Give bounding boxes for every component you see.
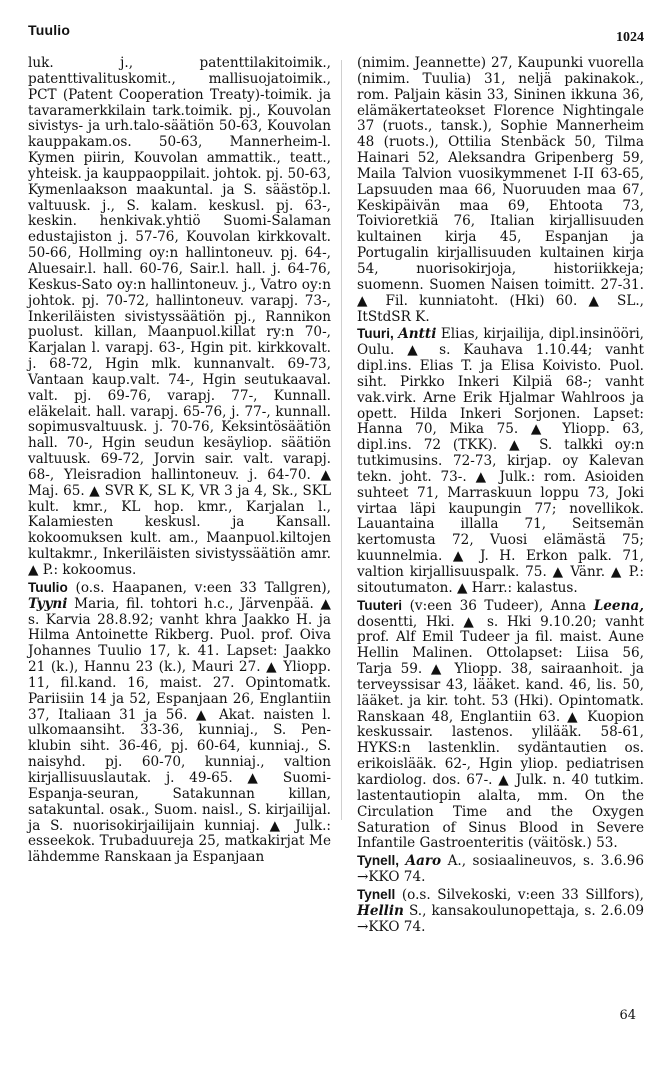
- entry-tynell-hellin: [357, 887, 644, 936]
- entry-text: Elias, kirjailija, dipl.insinööri, Oulu. ▲ s. Kauhava 1.10.44; vanht dipl.ins. Elias T. ja Elisa Koivisto. Puol. siht. Pirkko Inkeri Kilpiä 68-; vanht vak.virk. Arne Erik Hjalmar Wahlroos ja opett. Hilda Inkeri Sorjonen. Lapset: Hanna 70, Mika 75. ▲ Yliopp. 63, dipl.ins. 72 (TKK). ▲ S. talkki oy:n tutkimusins. 72-73, kirjap. oy Kalevan tekn. joht. 73-. ▲ Julk.: rom. Asioiden suhteet 71, Marraskuun loppu 73, Joki virtaa läpi kaupungin 77; novellikok. Lauantaina illalla 71, Seitsemän kertomusta 72, Vuosi elämästä 75; kuunnelmia. ▲ J. H. Erkon palk. 71, valtion kirjallisuuspalk. 75. ▲ Vänr. ▲ P.: sitoutumaton. ▲ Harr.: kalastus.: [357, 326, 645, 596]
- left-column: [28, 56, 331, 866]
- entry-surname: Tuulio: [28, 579, 68, 595]
- entry-surname: Tynell: [357, 886, 396, 902]
- entry-surname: Tuuteri: [357, 597, 403, 613]
- entry-text: dosentti, Hki. ▲ s. Hki 9.10.20; vanht prof. Alf Emil Tudeer ja fil. maist. Aune Hellin Malinen. Ottolapset: Liisa 56, Tarja 59. ▲ Yliopp. 38, sairaanhoit. ja terveyssisar 43, lääket. kand. 46, lis. 50, lääket. ja kir. toht. 53 (Hki). Opintomatk. Ranskaan 48, Englantiin 63. ▲ Kuopion keskussair. lastenos. ylilääk. 58-61, HYKS:n lastenklin. sydäntautien os. erikoislääk. 62-, Hgin yliop. pediatrisen kardiolog. dos. 67-. ▲ Julk. n. 40 tutkim. lastentautiopin alalta, mm. On the Circulation Time and the Oxygen Saturation of Sinus Blood in Severe Infantile Gastroenteritis (väitösk.) 53.: [357, 613, 644, 852]
- entry-prefix: (v:een 36 Tudeer), Anna: [409, 597, 587, 614]
- page-number-bottom: 64: [619, 1008, 636, 1023]
- entry-tuulio: [28, 580, 331, 866]
- right-column: [357, 56, 644, 935]
- entry-given-name: Antti: [398, 326, 437, 343]
- entry-surname: Tuuri,: [357, 326, 394, 342]
- continuation-entry: [357, 56, 644, 325]
- entry-prefix: (o.s. Haapanen, v:een 33 Tallgren),: [75, 579, 332, 596]
- entry-text: luk. j., patenttilakitoimik., patenttivalituskomit., mallisuojatoimik., PCT (Patent Cooperation Treaty)-toimik. ja tavaramerkkilain tark.toimik. pj., Kouvolan sivistys- ja urh.talo-säätiön 50-63, Kouvolan kauppakam.os. 50-63, Mannerheim-l. Kymen piirin, Kouvolan ammattik., teatt., yhteisk. ja kauppaoppilait. johtok. pj. 50-63, Kymenlaakson maakuntal. ja S. säästöp.l. valtuusk. j., S. kalam. keskusl. pj. 63-, keskin. henkivak.yhtiö Suomi-Salaman edustajiston j. 57-76, Kouvolan kirkkovalt. 50-66, Hollming oy:n hallintoneuv. pj. 64-, Aluesair.l. hall. 60-76, Sair.l. hall. j. 64-76, Keskus-Sato oy:n hallintoneuv. j., Vatro oy:n johtok. pj. 70-72, hallintoneuv. varapj. 73-, Inkeriläisten sivistyssäätiön pj., Rannikon puolust. killan, Maanpuol.killat ry:n 70-, Karjalan l. varapj. 63-, Hgin pit. kirkkovalt. j. 68-72, Hgin mlk. kunnanvalt. 69-73, Vantaan kaup.valt. 74-, Hgin seutukaaval. valt. pj. 69-76, varapj. 77-, Kunnall. eläkelait. hall. varapj. 65-76, j. 77-, kunnall. sopimusvaltuusk. j. 70-76, Keksintösäätiön hall. 70-, Hgin seudun kesäyliop. säätiön valtuusk. 69-72, Jorvin sair. valt. varapj. 68-, Yleisradion hallintoneuv. j. 64-70. ▲ Maj. 65. ▲ SVR K, SL K, VR 3 ja 4, Sk., SKL kult. kmr., KL hop. kmr., Karjalan l., Kalamiesten keskusl. ja Kansall. kokoomuksen kult. am., Maanpuol.kiltojen kultakmr., Inkeriläisten sivistyssäätiön amr. ▲ P.: kokoomus.: [28, 55, 331, 578]
- continuation-entry: [28, 56, 331, 579]
- column-divider: [341, 60, 342, 820]
- entry-text: A., sosiaalineuvos, s. 3.6.96 →KKO 74.: [357, 853, 644, 886]
- entry-given-name: Leena,: [593, 597, 644, 614]
- entry-given-name: Tyyni: [28, 595, 68, 612]
- entry-text: Maria, fil. tohtori h.c., Järvenpää. ▲ s. Karvia 28.8.92; vanht khra Jaakko H. ja Hilma Antoinette Rikberg. Puol. prof. Oiva Johannes Tuulio 17, k. 41. Lapset: Jaakko 21 (k.), Hannu 23 (k.), Mauri 27. ▲ Yliopp. 11, fil.kand. 16, maist. 27. Opintomatk. Pariisiin 14 ja 52, Espanjaan 26, Englantiin 37, Italiaan 31 ja 56. ▲ Akat. naisten l. ulkomaansiht. 33-36, kunniaj., S. Pen-klubin siht. 36-46, pj. 60-64, kunniaj., S. naisyhd. pj. 60-70, kunniaj., valtion kirjallisuuslautak. j. 49-65. ▲ Suomi-Espanja-seuran, Satakunnan killan, satakuntal. osak., Suom. naisl., S. kirjailijal. ja S. nuorisokirjailijain kunniaj. ▲ Julk.: esseekok. Trubaduureja 25, matkakirjat Me lähdemme Ranskaan ja Espanjaan: [28, 595, 331, 866]
- entry-given-name: Aaro: [405, 853, 442, 870]
- entry-given-name: Hellin: [357, 902, 404, 919]
- running-head: Tuulio: [28, 22, 71, 38]
- entry-tuuri: [357, 326, 644, 596]
- entry-prefix: (o.s. Silvekoski, v:een 33 Sillfors),: [401, 886, 644, 903]
- entry-surname: Tynell,: [357, 853, 400, 869]
- page-number-top: 1024: [616, 30, 644, 45]
- entry-tynell-aaro: [357, 853, 644, 886]
- entry-tuuteri: [357, 598, 644, 853]
- entry-text: (nimim. Jeannette) 27, Kaupunki vuorella (nimim. Tuulia) 31, neljä pakinakok., rom. Paljain käsin 33, Sininen ikkuna 36, elämäkertateokset Florence Nightingale 37 (ruots., tansk.), Sophie Mannerheim 48 (ruots.), Ottilia Stenbäck 50, Tilma Hainari 52, Aleksandra Gripenberg 59, Maila Talvion vuosikymmenet I-II 63-65, Lapsuuden maa 66, Nuoruuden maa 67, Keskipäivän maa 69, Ehtoota 73, Toivioretkiä 76, Italian kirjallisuuden kultainen kirja 45, Espanjan ja Portugalin kirjallisuuden kultainen kirja 54, nuorisokirjoja, historiikkeja; suomenn. Suomen Naisen toimitt. 27-31. ▲ Fil. kunniatoht. (Hki) 60. ▲ SL., ItStdSR K.: [357, 55, 644, 325]
- entry-text: S., kansakoulunopettaja, s. 2.6.09 →KKO 74.: [357, 902, 644, 935]
